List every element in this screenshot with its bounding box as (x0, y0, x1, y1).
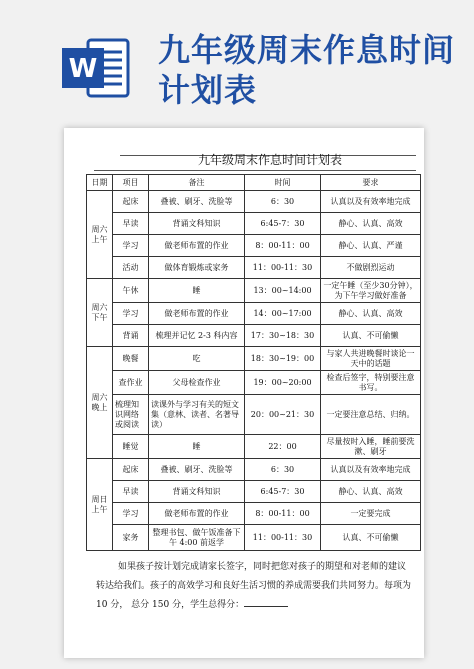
time-cell: 11：00-11：30 (245, 525, 321, 551)
item-cell: 梳理知识网络或阅读 (113, 395, 149, 435)
table-row (87, 235, 421, 257)
svg-text:W: W (68, 54, 98, 84)
title-underline (94, 170, 416, 171)
time-cell: 6：30 (245, 191, 321, 213)
table-row (87, 325, 421, 347)
note-cell: 吃 (149, 347, 245, 371)
footer-text: 如果孩子按计划完成请家长签字，同时把您对孩子的期望和对老师的建议转达给我们。孩子的高效学习和良好生活习惯的养成需要我们共同努力。每项为 10 分， 总分 150 分，学生总得分： (96, 562, 412, 610)
time-cell: 6:45-7：30 (245, 481, 321, 503)
note-cell: 梳理并记忆 2-3 科内容 (149, 325, 245, 347)
score-blank (244, 597, 288, 607)
table-row (87, 257, 421, 279)
header-cell: 要求 (321, 175, 421, 191)
req-cell: 一定午睡（至少30分钟），为下午学习做好准备 (321, 279, 421, 303)
table-row (87, 481, 421, 503)
time-cell: 8：00-11：00 (245, 235, 321, 257)
req-cell: 认真、不可偷懒 (321, 525, 421, 551)
item-cell: 查作业 (113, 371, 149, 395)
req-cell: 静心、认真、高效 (321, 303, 421, 325)
table-row (87, 279, 421, 303)
time-cell: 13：00~14:00 (245, 279, 321, 303)
item-cell: 家务 (113, 525, 149, 551)
table-row (87, 347, 421, 371)
item-cell: 学习 (113, 303, 149, 325)
item-cell: 活动 (113, 257, 149, 279)
time-cell: 22：00 (245, 435, 321, 459)
table-row (87, 435, 421, 459)
footer-note (96, 558, 414, 615)
note-cell: 做体育锻炼或家务 (149, 257, 245, 279)
req-cell: 认真以及有效率地完成 (321, 459, 421, 481)
table-row (87, 303, 421, 325)
req-cell: 一定要注意总结、归纳。 (321, 395, 421, 435)
item-cell: 早读 (113, 213, 149, 235)
table-row (87, 503, 421, 525)
note-cell: 背诵文科知识 (149, 481, 245, 503)
item-cell: 学习 (113, 503, 149, 525)
req-cell: 静心、认真、严谨 (321, 235, 421, 257)
note-cell: 读课外与学习有关的短文集（意林、读者、名著导读） (149, 395, 245, 435)
table-header-row (87, 175, 421, 191)
time-cell: 6:45-7：30 (245, 213, 321, 235)
note-cell: 做老师布置的作业 (149, 303, 245, 325)
req-cell: 与家人共进晚餐时谈论一天中的话题 (321, 347, 421, 371)
req-cell: 静心、认真、高效 (321, 213, 421, 235)
header-cell: 时间 (245, 175, 321, 191)
time-cell: 20：00~21：30 (245, 395, 321, 435)
table-row (87, 371, 421, 395)
item-cell: 起床 (113, 459, 149, 481)
time-cell: 18：30~19：00 (245, 347, 321, 371)
item-cell: 睡觉 (113, 435, 149, 459)
day-cell: 周日上午 (87, 459, 113, 551)
time-cell: 11：00-11：30 (245, 257, 321, 279)
item-cell: 晚餐 (113, 347, 149, 371)
page-title: 九年级周末作息时间计划表 (158, 31, 456, 109)
header-cell: 项目 (113, 175, 149, 191)
req-cell: 检查后签字，特别要注意书写。 (321, 371, 421, 395)
word-doc-icon (60, 36, 130, 100)
table-row (87, 459, 421, 481)
time-cell: 8：00-11：00 (245, 503, 321, 525)
time-cell: 14：00~17:00 (245, 303, 321, 325)
note-cell: 做老师布置的作业 (149, 235, 245, 257)
header-cell: 备注 (149, 175, 245, 191)
item-cell: 学习 (113, 235, 149, 257)
day-cell: 周六上午 (87, 191, 113, 279)
req-cell: 静心、认真、高效 (321, 481, 421, 503)
time-cell: 17：30~18：30 (245, 325, 321, 347)
day-cell: 周六下午 (87, 279, 113, 347)
time-cell: 19：00~20:00 (245, 371, 321, 395)
table-row (87, 213, 421, 235)
table-row (87, 191, 421, 213)
time-cell: 6：30 (245, 459, 321, 481)
note-cell: 叠被、刷牙、洗脸等 (149, 191, 245, 213)
schedule-table (86, 174, 421, 551)
req-cell: 一定要完成 (321, 503, 421, 525)
req-cell: 认真、不可偷懒 (321, 325, 421, 347)
header-cell: 日期 (87, 175, 113, 191)
note-cell: 叠被、刷牙、洗脸等 (149, 459, 245, 481)
document-title: 九年级周末作息时间计划表 (197, 153, 342, 167)
item-cell: 起床 (113, 191, 149, 213)
req-cell: 不做剧烈运动 (321, 257, 421, 279)
note-cell: 睡 (149, 279, 245, 303)
day-cell: 周六晚上 (87, 347, 113, 459)
note-cell: 做老师布置的作业 (149, 503, 245, 525)
table-row (87, 525, 421, 551)
item-cell: 背诵 (113, 325, 149, 347)
note-cell: 整理书包、做午饭准备下午 4:00 前返学 (149, 525, 245, 551)
table-row (87, 395, 421, 435)
req-cell: 认真以及有效率地完成 (321, 191, 421, 213)
req-cell: 尽量按时入睡，睡前要洗漱、刷牙 (321, 435, 421, 459)
note-cell: 睡 (149, 435, 245, 459)
item-cell: 早读 (113, 481, 149, 503)
note-cell: 父母检查作业 (149, 371, 245, 395)
item-cell: 午休 (113, 279, 149, 303)
note-cell: 背诵文科知识 (149, 213, 245, 235)
